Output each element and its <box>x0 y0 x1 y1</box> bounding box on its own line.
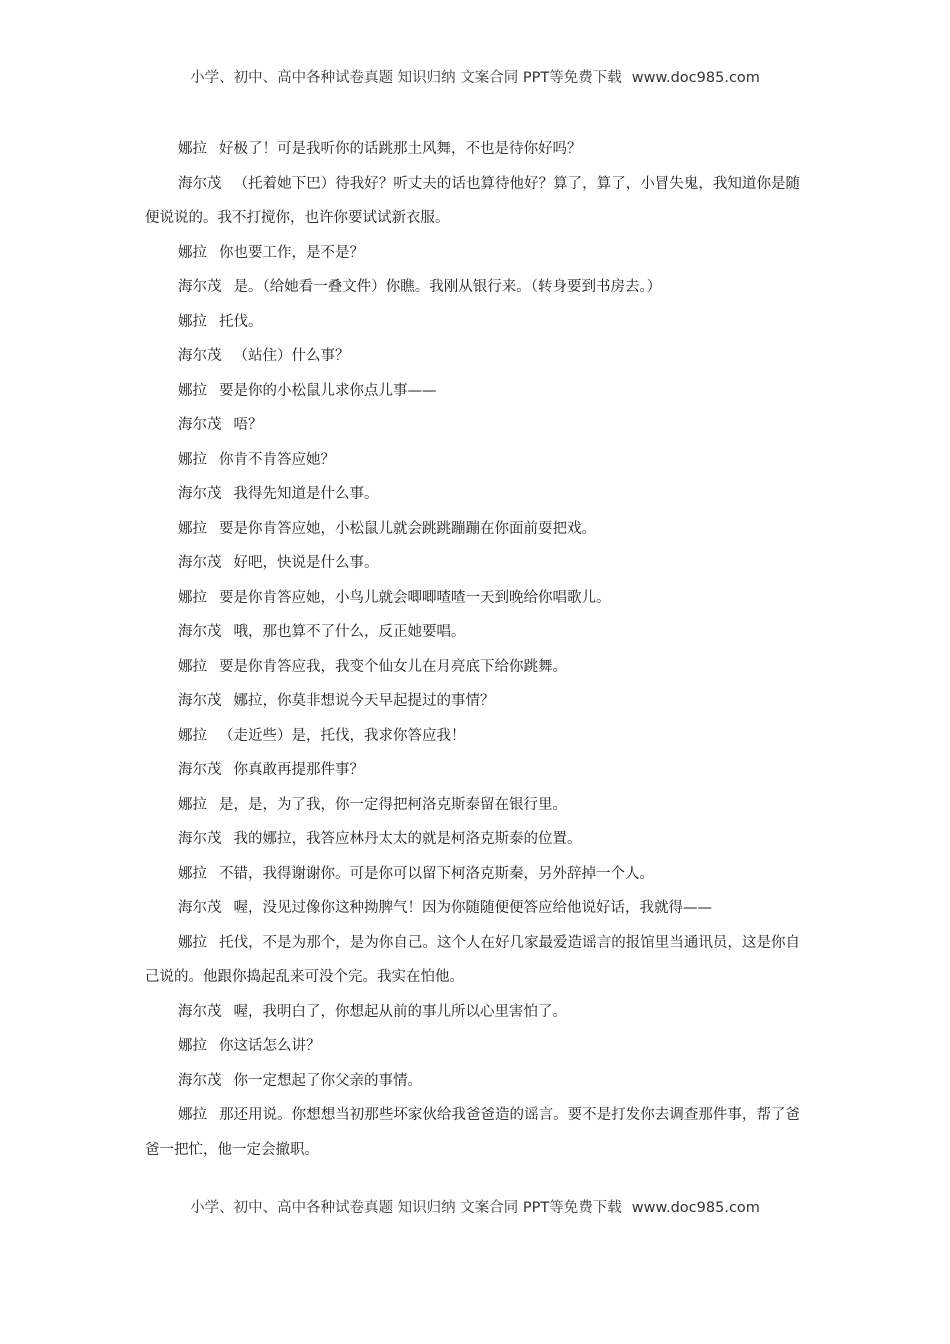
dialogue-line <box>145 615 800 650</box>
dialogue-line <box>145 546 800 581</box>
dialogue-text: 你一定想起了你父亲的事情。 <box>233 1072 422 1089</box>
speaker-name: 海尔茂 <box>178 624 222 640</box>
speaker-name: 海尔茂 <box>178 279 222 295</box>
dialogue-line <box>145 374 800 409</box>
dialogue-line <box>145 857 800 892</box>
dialogue-line <box>145 1029 800 1064</box>
footer-text: 小学、初中、高中各种试卷真题 知识归纳 文案合同 PPT等免费下载 <box>190 1200 622 1216</box>
speaker-name: 娜拉 <box>178 865 207 882</box>
dialogue-text: 托伐，不是为那个，是为你自己。这个人在好几家最爱造谣言的报馆里当通讯员，这是你自己说的。他跟你捣起乱来可没个完。我实在怕他。 <box>145 934 801 985</box>
dialogue-text: 那还用说。你想想当初那些坏家伙给我爸爸造的谣言。要不是打发你去调查那件事，帮了爸爸一把忙，他一定会撤职。 <box>145 1107 801 1158</box>
dialogue-line <box>145 753 800 788</box>
speaker-name: 海尔茂 <box>178 486 222 502</box>
dialogue-line <box>145 684 800 719</box>
dialogue-line <box>145 788 800 823</box>
speaker-name: 娜拉 <box>178 382 207 399</box>
speaker-name: 海尔茂 <box>178 1003 222 1020</box>
dialogue-line <box>145 1064 800 1099</box>
dialogue-line <box>145 650 800 685</box>
dialogue-line <box>145 719 800 754</box>
dialogue-line <box>145 167 800 236</box>
speaker-name: 娜拉 <box>178 934 208 951</box>
dialogue-text: 你肯不肯答应她？ <box>219 451 335 468</box>
dialogue-line <box>145 270 800 305</box>
speaker-name: 娜拉 <box>178 1107 208 1123</box>
speaker-name: 娜拉 <box>178 244 207 261</box>
dialogue-line <box>145 339 800 374</box>
header-url: www.doc985.com <box>631 70 760 86</box>
dialogue-line <box>145 305 800 340</box>
speaker-name: 海尔茂 <box>178 348 222 364</box>
dialogue-text: 要是你肯答应她，小松鼠儿就会跳跳蹦蹦在你面前耍把戏。 <box>219 520 596 537</box>
speaker-name: 娜拉 <box>178 796 207 813</box>
speaker-name: 娜拉 <box>178 451 207 468</box>
dialogue-text: 是。（给她看一叠文件）你瞧。我刚从银行来。（转身要到书房去。） <box>233 279 662 295</box>
speaker-name: 娜拉 <box>178 520 207 537</box>
page-header <box>0 66 950 87</box>
dialogue-line <box>145 581 800 616</box>
speaker-name: 海尔茂 <box>178 417 222 433</box>
speaker-name: 娜拉 <box>178 658 207 675</box>
dialogue-line <box>145 891 800 926</box>
speaker-name: 海尔茂 <box>178 693 222 709</box>
speaker-name: 海尔茂 <box>178 900 222 916</box>
dialogue-text: 要是你肯答应她，小鸟儿就会唧唧喳喳一天到晚给你唱歌儿。 <box>219 589 611 606</box>
dialogue-line <box>145 236 800 271</box>
speaker-name: 海尔茂 <box>178 1072 222 1089</box>
dialogue-line <box>145 408 800 443</box>
dialogue-text: 喔，我明白了，你想起从前的事儿所以心里害怕了。 <box>233 1003 567 1020</box>
dialogue-text: 你真敢再提那件事？ <box>233 762 364 778</box>
dialogue-line <box>145 132 800 167</box>
dialogue-text: 哦，那也算不了什么，反正她要唱。 <box>233 624 466 640</box>
speaker-name: 海尔茂 <box>178 831 222 847</box>
dialogue-line <box>145 822 800 857</box>
speaker-name: 娜拉 <box>178 141 207 157</box>
dialogue-text: 你也要工作，是不是？ <box>219 244 364 261</box>
speaker-name: 娜拉 <box>178 313 207 330</box>
page-footer <box>0 1196 950 1217</box>
speaker-name: 海尔茂 <box>178 762 222 778</box>
speaker-name: 海尔茂 <box>178 175 222 192</box>
dialogue-text: 你这话怎么讲？ <box>219 1038 321 1054</box>
dialogue-text: 是，是，为了我，你一定得把柯洛克斯泰留在银行里。 <box>219 796 567 813</box>
dialogue-text: 不错，我得谢谢你。可是你可以留下柯洛克斯秦，另外辞掉一个人。 <box>219 865 654 882</box>
dialogue-line <box>145 512 800 547</box>
speaker-name: 娜拉 <box>178 727 207 744</box>
speaker-name: 海尔茂 <box>178 555 222 571</box>
speaker-name: 娜拉 <box>178 1038 207 1054</box>
dialogue-text: 唔？ <box>233 417 263 433</box>
dialogue-text: （托着她下巴）待我好？听丈夫的话也算待他好？算了，算了，小冒失鬼，我知道你是随便说说的。我不打搅你，也许你要试试新衣服。 <box>145 175 801 226</box>
dialogue-line <box>145 926 800 995</box>
script-body <box>145 132 800 1167</box>
dialogue-text: （站住）什么事？ <box>233 348 350 364</box>
dialogue-text: 好极了！可是我听你的话跳那土风舞，不也是待你好吗？ <box>219 141 582 157</box>
dialogue-text: 我得先知道是什么事。 <box>233 486 379 502</box>
dialogue-text: 娜拉，你莫非想说今天早起提过的事情？ <box>233 693 495 709</box>
dialogue-text: 要是你肯答应我，我变个仙女儿在月亮底下给你跳舞。 <box>219 658 567 675</box>
dialogue-line <box>145 1098 800 1167</box>
dialogue-line <box>145 477 800 512</box>
footer-url: www.doc985.com <box>631 1200 760 1216</box>
dialogue-text: 好吧，快说是什么事。 <box>233 555 379 571</box>
dialogue-line <box>145 995 800 1030</box>
dialogue-text: 喔，没见过像你这种拗脾气！因为你随随便便答应给他说好话，我就得—— <box>233 900 712 916</box>
dialogue-text: 托伐。 <box>219 313 263 330</box>
dialogue-text: 要是你的小松鼠儿求你点儿事—— <box>219 382 437 399</box>
header-text: 小学、初中、高中各种试卷真题 知识归纳 文案合同 PPT等免费下载 <box>190 70 622 86</box>
dialogue-text: 我的娜拉，我答应林丹太太的就是柯洛克斯泰的位置。 <box>233 831 582 847</box>
dialogue-line <box>145 443 800 478</box>
speaker-name: 娜拉 <box>178 589 207 606</box>
dialogue-text: （走近些）是，托伐，我求你答应我！ <box>219 727 466 744</box>
